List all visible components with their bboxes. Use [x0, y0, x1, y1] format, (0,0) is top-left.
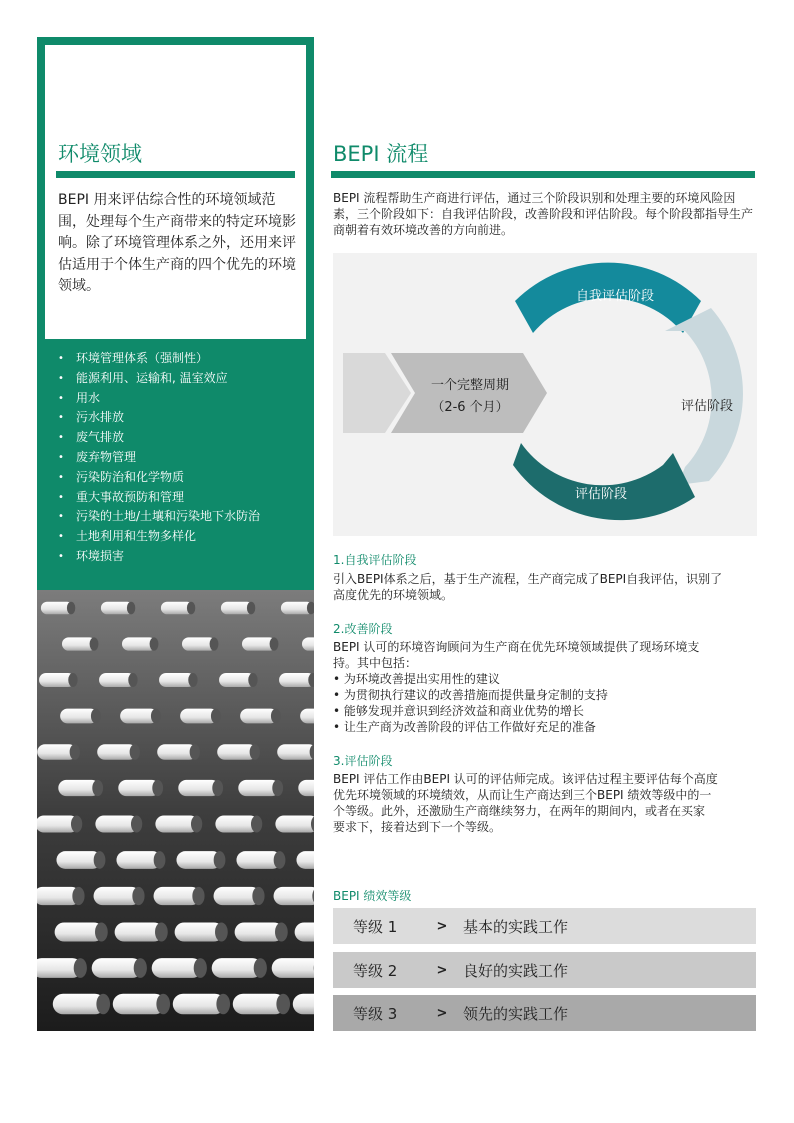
section-line: BEPI 认可的环境咨询顾问为生产商在优先环境领域提供了现场环境支 — [333, 640, 700, 654]
spool-end — [192, 887, 204, 905]
environment-intro-text: BEPI 用来评估综合性的环境领域范围，处理每个生产商带来的特定环境影响。除了环境管理体系之外，还用来评估适用于个体生产商的四个优先的环境领域。 — [58, 192, 296, 294]
cycle-right-arc — [665, 308, 743, 485]
environment-area-label: 能源利用、运输和, 温室效应 — [76, 370, 228, 385]
environment-area-label: 环境管理体系（强制性） — [76, 351, 209, 365]
section-3-heading: 3.评估阶段 — [333, 754, 393, 768]
title-rule — [56, 171, 295, 178]
spool-end — [150, 637, 159, 650]
spool-end — [214, 851, 226, 869]
section-2-heading: 2.改善阶段 — [333, 622, 393, 636]
process-cycle-diagram — [333, 253, 757, 536]
bullet-icon: • — [58, 511, 64, 523]
bepi-process-title: BEPI 流程 — [333, 142, 429, 166]
spool-end — [252, 887, 264, 905]
section-line: 优先环境领域的环境绩效，从而让生产商达到三个BEPI 绩效等级中的一 — [333, 788, 712, 802]
spool-end — [210, 637, 219, 650]
bullet-icon: • — [58, 471, 64, 483]
bullet-icon: • — [58, 531, 64, 543]
bullet-icon: • — [58, 392, 64, 404]
spool-end — [132, 887, 144, 905]
environment-area-item — [58, 468, 308, 488]
environment-area-label: 环境损害 — [76, 548, 125, 563]
grade-arrow: > — [436, 1005, 448, 1021]
spool-end — [248, 673, 257, 687]
section-line: • 为环境改善提出实用性的建议 — [333, 672, 500, 686]
section-1-body — [333, 571, 758, 603]
environment-area-item — [58, 428, 308, 448]
grade-level: 等级 2 — [353, 961, 398, 980]
grade-arrow: > — [436, 918, 448, 934]
cycle-right-label: 评估阶段 — [680, 399, 734, 414]
section-line: • 能够发现并意识到经济效益和商业优势的增长 — [333, 704, 584, 718]
grade-level: 等级 1 — [353, 917, 398, 936]
spool-end — [94, 851, 106, 869]
section-line: • 为贯彻执行建议的改善措施而提供量身定制的支持 — [333, 688, 608, 702]
environment-area-item — [58, 369, 308, 389]
environment-title: 环境领域 — [58, 142, 142, 166]
cycle-bottom-arc — [513, 443, 695, 520]
environment-area-item — [58, 488, 308, 508]
spool-end — [90, 637, 99, 650]
spool-end — [250, 744, 260, 759]
spool-end — [134, 958, 147, 978]
spool-end — [131, 816, 142, 833]
spool-shape — [298, 780, 314, 796]
environment-area-item — [58, 507, 308, 527]
bullet-icon: • — [58, 353, 64, 364]
environment-area-label: 污染的土地/土壤和污染地下水防治 — [76, 509, 261, 524]
bullet-icon: • — [58, 432, 64, 444]
cycle-svg — [333, 253, 757, 536]
spool-end — [247, 602, 255, 615]
spool-end — [190, 744, 200, 759]
cycle-arrow-line2: （2-6 个月） — [431, 400, 509, 415]
spool-shape — [293, 994, 314, 1015]
spool-end — [127, 602, 135, 615]
section-2-body — [333, 639, 758, 735]
spool-end — [187, 602, 195, 615]
spool-end — [211, 709, 221, 724]
spool-end — [276, 994, 290, 1015]
environment-area-label: 污染防治和化学物质 — [76, 469, 185, 484]
spool-shape — [275, 816, 314, 833]
spool-end — [151, 709, 161, 724]
environment-area-label: 土地利用和生物多样化 — [76, 529, 197, 544]
section-line: • 让生产商为改善阶段的评估工作做好充足的准备 — [333, 720, 596, 734]
grades-title: BEPI 绩效等级 — [333, 889, 412, 903]
spool-end — [128, 673, 137, 687]
spool-end — [130, 744, 140, 759]
grade-arrow: > — [436, 962, 448, 978]
spool-end — [156, 994, 170, 1015]
spool-end — [194, 958, 207, 978]
spool-end — [71, 816, 82, 833]
spool-end — [96, 994, 110, 1015]
grade-row-1 — [333, 908, 756, 944]
grade-text: 领先的实践工作 — [463, 1004, 569, 1023]
spool-end — [270, 637, 279, 650]
environment-area-label: 废弃物管理 — [76, 449, 137, 464]
spool-end — [272, 780, 283, 796]
textile-spools-photo — [37, 590, 314, 1031]
section-1-heading: 1.自我评估阶段 — [333, 553, 417, 567]
spool-end — [275, 922, 288, 941]
spool-shape — [295, 922, 314, 941]
spool-end — [216, 994, 230, 1015]
environment-area-item — [58, 547, 308, 567]
spool-shape — [274, 887, 314, 905]
section-line: 引入BEPI体系之后，基于生产流程，生产商完成了BEPI自我评估，识别了 — [333, 572, 723, 586]
spool-end — [274, 851, 286, 869]
spool-end — [212, 780, 223, 796]
cycle-bottom-label: 评估阶段 — [574, 487, 628, 502]
environment-area-item — [58, 527, 308, 547]
environment-area-item — [58, 448, 308, 468]
spool-end — [67, 602, 75, 615]
environment-area-label: 用水 — [76, 390, 101, 405]
cycle-arrow-line1: 一个完整周期 — [430, 378, 510, 393]
environment-area-label: 重大事故预防和管理 — [76, 489, 185, 504]
spool-end — [191, 816, 202, 833]
spool-shape — [296, 851, 314, 869]
bullet-icon: • — [58, 412, 64, 424]
spool-shape — [272, 958, 314, 978]
environment-area-item — [58, 389, 308, 409]
spool-end — [251, 816, 262, 833]
bullet-icon: • — [58, 491, 64, 503]
title-rule — [331, 171, 755, 178]
bepi-intro-text: BEPI 流程帮助生产商进行评估，通过三个阶段识别和处理主要的环境风险因素，三个阶段如下：自我评估阶段，改善阶段和评估阶段。每个阶段都指导生产商朝着有效环境改善的方向前进。 — [333, 191, 754, 237]
cycle-top-label: 自我评估阶段 — [575, 289, 655, 304]
spool-end — [68, 673, 77, 687]
environment-area-item — [58, 408, 308, 428]
grade-row-2 — [333, 952, 756, 988]
spool-end — [72, 887, 84, 905]
spool-end — [95, 922, 108, 941]
section-3-body — [333, 771, 758, 835]
spool-end — [74, 958, 87, 978]
cycle-arrow — [391, 353, 547, 433]
grade-row-3 — [333, 995, 756, 1031]
environment-area-label: 废气排放 — [76, 430, 125, 445]
spool-end — [254, 958, 267, 978]
section-line: 持。其中包括： — [333, 656, 418, 670]
spool-end — [188, 673, 197, 687]
spool-end — [70, 744, 80, 759]
spool-end — [154, 851, 166, 869]
section-line: 个等级。此外，还激励生产商继续努力，在两年的期间内，或者在买家 — [333, 804, 706, 818]
grade-text: 基本的实践工作 — [463, 917, 569, 936]
environment-area-item — [58, 349, 308, 369]
section-line: BEPI 评估工作由BEPI 认可的评估师完成。该评估过程主要评估每个高度 — [333, 772, 718, 786]
section-line: 要求下，接着达到下一个等级。 — [333, 820, 502, 834]
spool-end — [152, 780, 163, 796]
spool-end — [215, 922, 228, 941]
grade-text: 良好的实践工作 — [463, 961, 569, 980]
spool-shape — [277, 744, 314, 759]
environment-area-list — [58, 349, 308, 567]
bullet-icon: • — [58, 372, 64, 384]
spool-end — [155, 922, 168, 941]
grade-level: 等级 3 — [353, 1004, 398, 1023]
section-line: 高度优先的环境领域。 — [333, 588, 454, 602]
spool-end — [271, 709, 281, 724]
spool-end — [92, 780, 103, 796]
bullet-icon: • — [58, 451, 64, 463]
bullet-icon: • — [58, 550, 64, 562]
environment-area-label: 污水排放 — [76, 410, 125, 425]
spool-end — [91, 709, 101, 724]
